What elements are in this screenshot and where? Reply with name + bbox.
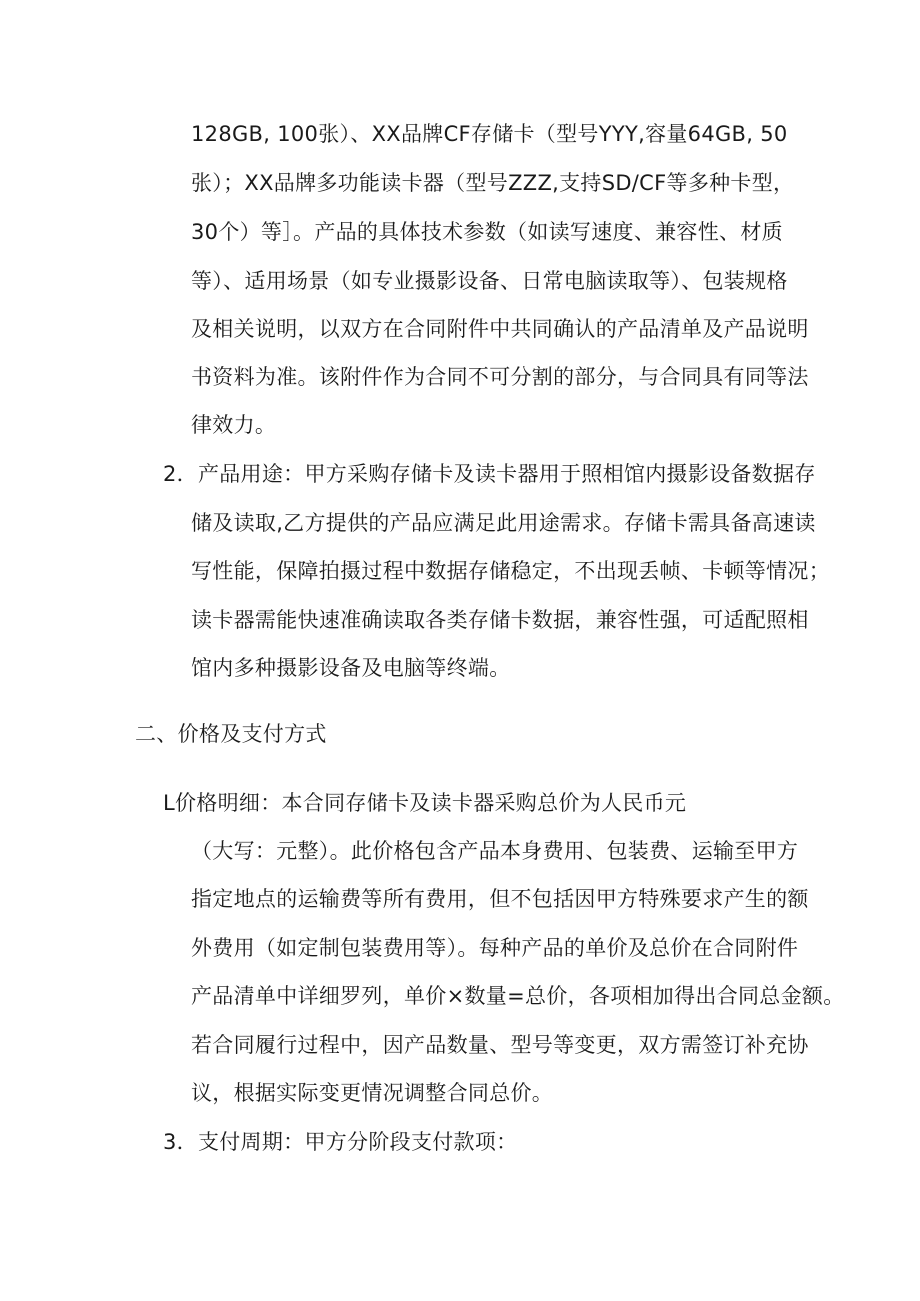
paragraph-line: 产品清单中详细罗列，单价×数量=总价，各项相加得出合同总金额。 <box>191 984 845 1008</box>
list-item-payment: 3．支付周期：甲方分阶段支付款项： <box>163 1130 518 1154</box>
paragraph-line: 律效力。 <box>191 413 277 437</box>
paragraph-line: （大写：元整）。此价格包含产品本身费用、包装费、运输至甲方 <box>191 839 799 863</box>
paragraph-line: 张）；XX品牌多功能读卡器（型号ZZZ,支持SD/CF等多种卡型， <box>191 171 795 195</box>
paragraph-line: 读卡器需能快速准确读取各类存储卡数据，兼容性强，可适配照相 <box>191 608 809 632</box>
paragraph-line: 及相关说明，以双方在合同附件中共同确认的产品清单及产品说明 <box>191 317 809 341</box>
list-item-price: L价格明细：本合同存储卡及读卡器采购总价为人民币元 <box>163 791 687 815</box>
paragraph-line: 议，根据实际变更情况调整合同总价。 <box>191 1081 554 1105</box>
section-heading: 二、价格及支付方式 <box>135 722 327 746</box>
paragraph-line: 外费用（如定制包装费用等）。每种产品的单价及总价在合同附件 <box>191 936 799 960</box>
paragraph-line: 馆内多种摄影设备及电脑等终端。 <box>191 656 511 680</box>
paragraph-line: 书资料为准。该附件作为合同不可分割的部分，与合同具有同等法 <box>191 365 809 389</box>
paragraph-line: 储及读取,乙方提供的产品应满足此用途需求。存储卡需具备高速读 <box>191 511 816 535</box>
paragraph-line: 若合同履行过程中，因产品数量、型号等变更，双方需签订补充协 <box>191 1033 809 1057</box>
paragraph-line: 写性能，保障拍摄过程中数据存储稳定，不出现丢帧、卡顿等情况； <box>191 559 830 583</box>
list-item-usage: 2．产品用途：甲方采购存储卡及读卡器用于照相馆内摄影设备数据存 <box>163 462 816 486</box>
paragraph-line: 30个）等］。产品的具体技术参数（如读写速度、兼容性、材质 <box>191 220 783 244</box>
paragraph-line: 等）、适用场景（如专业摄影设备、日常电脑读取等）、包装规格 <box>191 269 788 293</box>
paragraph-line: 指定地点的运输费等所有费用，但不包括因甲方特殊要求产生的额 <box>191 887 809 911</box>
paragraph-line: 128GB, 100张）、XX品牌CF存储卡（型号YYY,容量64GB, 50 <box>191 122 788 146</box>
